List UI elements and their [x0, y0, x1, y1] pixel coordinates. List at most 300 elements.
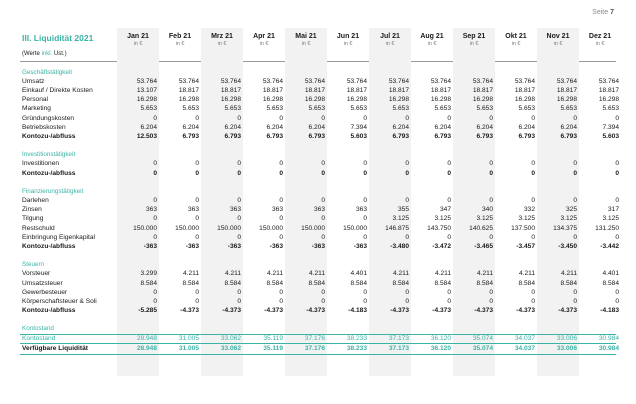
row-value: 0: [321, 114, 325, 122]
table-row: [20, 269, 619, 278]
row-value: 3.125: [434, 215, 451, 223]
row-value: 0: [195, 197, 199, 205]
row-value: 4.211: [266, 270, 283, 278]
row-value: 8.584: [476, 279, 493, 287]
row-value: 36.120: [430, 345, 451, 353]
row-label: Gewerbesteuer: [22, 288, 68, 296]
row-value: 6.793: [476, 132, 493, 140]
row-value: 0: [405, 114, 409, 122]
row-value: 0: [615, 233, 619, 241]
row-label: Kontozu-/abfluss: [22, 132, 76, 140]
row-value: 5.653: [266, 105, 283, 113]
row-label: Restschuld: [22, 224, 55, 232]
row-value: 53.764: [304, 78, 325, 86]
row-value: -4.373: [432, 306, 451, 314]
row-value: 0: [237, 197, 241, 205]
row-value: 4.211: [518, 270, 535, 278]
row-label: Kontostand: [22, 325, 54, 333]
row-value: 53.764: [472, 78, 493, 86]
row-value: -4.373: [222, 306, 241, 314]
row-value: 30.984: [598, 334, 619, 342]
row-value: -363: [353, 242, 367, 250]
row-value: -363: [185, 242, 199, 250]
row-value: 4.211: [224, 270, 241, 278]
row-value: 0: [573, 233, 577, 241]
row-value: 8.584: [602, 279, 619, 287]
row-value: 0: [363, 197, 367, 205]
row-label: Tilgung: [22, 215, 44, 223]
row-value: 363: [313, 206, 325, 214]
row-value: 355: [397, 206, 409, 214]
month-name: Jul 21: [380, 33, 400, 40]
row-value: 33.006: [556, 334, 577, 342]
row-value: 0: [237, 114, 241, 122]
row-value: 0: [531, 297, 535, 305]
page-label: Seite: [592, 9, 609, 16]
row-value: 0: [531, 197, 535, 205]
row-value: 5.653: [434, 105, 451, 113]
row-value: 33.062: [220, 334, 241, 342]
row-value: 0: [447, 288, 451, 296]
row-value: 0: [447, 114, 451, 122]
row-value: 16.298: [514, 96, 535, 104]
row-value: 8.584: [224, 279, 241, 287]
row-value: 0: [279, 160, 283, 168]
row-value: 53.764: [514, 78, 535, 86]
table-row: [20, 334, 619, 343]
row-value: 0: [321, 215, 325, 223]
row-value: 317: [607, 206, 619, 214]
total-row: [20, 242, 619, 251]
row-label: Steuern: [22, 261, 45, 269]
row-value: -3.465: [474, 242, 493, 250]
row-value: 18.817: [262, 87, 283, 95]
row-value: 16.298: [262, 96, 283, 104]
row-value: 0: [321, 233, 325, 241]
row-value: 16.298: [388, 96, 409, 104]
row-value: 340: [481, 206, 493, 214]
month-name: Jun 21: [336, 33, 360, 40]
row-value: 18.817: [598, 87, 619, 95]
row-value: 0: [489, 197, 493, 205]
table-row: [20, 297, 619, 306]
row-value: 18.817: [346, 87, 367, 95]
month-header: [285, 33, 327, 48]
row-value: 137.500: [511, 224, 535, 232]
total-row: [20, 132, 619, 141]
row-label: Gründungskosten: [22, 114, 75, 122]
row-value: 3.125: [392, 215, 409, 223]
row-value: 3.125: [560, 215, 577, 223]
row-label: Investitionstätigkeit: [22, 151, 76, 159]
row-value: 0: [405, 297, 409, 305]
row-value: 5.603: [350, 132, 367, 140]
row-value: 0: [153, 233, 157, 241]
row-label: Marketing: [22, 105, 51, 113]
row-value: 0: [153, 160, 157, 168]
row-value: 332: [523, 206, 535, 214]
row-value: 134.375: [553, 224, 577, 232]
month-unit: in €: [553, 41, 563, 47]
row-value: 0: [153, 297, 157, 305]
row-value: 8.584: [560, 279, 577, 287]
row-value: 53.764: [220, 78, 241, 86]
row-value: 325: [565, 206, 577, 214]
row-value: 0: [279, 114, 283, 122]
row-value: -4.373: [264, 306, 283, 314]
month-unit: in €: [511, 41, 521, 47]
row-value: 36.120: [430, 334, 451, 342]
row-value: 3.299: [140, 270, 157, 278]
table-row: [20, 214, 619, 223]
row-value: 140.625: [469, 224, 493, 232]
row-label: Zinsen: [22, 206, 42, 214]
row-value: -363: [227, 242, 241, 250]
row-value: 6.204: [518, 123, 535, 131]
section-heading: [20, 150, 616, 159]
month-header: [411, 33, 453, 48]
month-name: Jan 21: [127, 33, 149, 40]
row-value: 53.764: [262, 78, 283, 86]
row-value: 0: [531, 114, 535, 122]
row-label: Kontozu-/abfluss: [22, 169, 76, 177]
row-value: 6.793: [266, 132, 283, 140]
row-value: 0: [279, 215, 283, 223]
row-value: -3.472: [432, 242, 451, 250]
row-value: 5.653: [602, 105, 619, 113]
section-heading: [20, 324, 616, 333]
row-value: 5.653: [392, 105, 409, 113]
month-name: Apr 21: [253, 33, 275, 40]
row-value: 0: [573, 197, 577, 205]
month-unit: in €: [385, 41, 395, 47]
row-value: 16.298: [220, 96, 241, 104]
month-name: Aug 21: [420, 33, 444, 40]
row-value: 8.584: [140, 279, 157, 287]
row-value: 0: [615, 288, 619, 296]
month-unit: in €: [427, 41, 437, 47]
month-header: [453, 33, 495, 48]
month-name: Feb 21: [168, 33, 192, 40]
month-unit: in €: [595, 41, 605, 47]
row-value: 0: [531, 233, 535, 241]
table-row: [20, 159, 619, 168]
row-value: 0: [363, 297, 367, 305]
row-value: 53.764: [178, 78, 199, 86]
row-value: 0: [489, 233, 493, 241]
row-value: 0: [489, 114, 493, 122]
row-value: 6.204: [434, 123, 451, 131]
row-value: -3.457: [516, 242, 535, 250]
row-value: 0: [153, 114, 157, 122]
row-value: 0: [363, 169, 367, 177]
row-value: 8.584: [182, 279, 199, 287]
row-value: 18.817: [430, 87, 451, 95]
row-value: -4.373: [474, 306, 493, 314]
row-value: 0: [195, 297, 199, 305]
row-value: 35.074: [472, 345, 493, 353]
row-label: Kontozu-/abfluss: [22, 306, 76, 314]
table-row: [20, 344, 619, 353]
row-value: 0: [405, 288, 409, 296]
row-value: 16.298: [598, 96, 619, 104]
row-value: 5.603: [602, 132, 619, 140]
row-value: 0: [237, 160, 241, 168]
row-value: -4.183: [600, 306, 619, 314]
row-value: 8.584: [434, 279, 451, 287]
row-value: 6.204: [308, 123, 325, 131]
row-value: 0: [531, 169, 535, 177]
row-value: 5.653: [224, 105, 241, 113]
month-name: Sep 21: [462, 33, 486, 40]
row-value: 150.000: [217, 224, 241, 232]
month-unit: in €: [343, 41, 353, 47]
row-value: 6.793: [392, 132, 409, 140]
row-value: 5.653: [476, 105, 493, 113]
row-value: -3.450: [558, 242, 577, 250]
row-value: 0: [615, 160, 619, 168]
table-row: [20, 114, 619, 123]
month-name: Nov 21: [546, 33, 570, 40]
row-value: 0: [447, 169, 451, 177]
row-value: 8.584: [392, 279, 409, 287]
row-value: -5.285: [138, 306, 157, 314]
row-value: 0: [321, 160, 325, 168]
row-label: Investitionen: [22, 160, 60, 168]
row-value: 4.211: [392, 270, 409, 278]
values-note-suffix: Ust.): [52, 51, 67, 57]
row-value: 0: [237, 288, 241, 296]
row-value: 0: [153, 169, 157, 177]
month-header: [243, 33, 285, 48]
row-value: 150.000: [175, 224, 199, 232]
row-value: 0: [195, 233, 199, 241]
row-value: 18.817: [388, 87, 409, 95]
row-value: 0: [321, 197, 325, 205]
row-value: 150.000: [259, 224, 283, 232]
row-value: 0: [195, 160, 199, 168]
row-value: 53.764: [556, 78, 577, 86]
row-label: Betriebskosten: [22, 123, 66, 131]
row-value: 0: [363, 114, 367, 122]
month-header: [369, 33, 411, 48]
row-value: 8.584: [350, 279, 367, 287]
row-value: 0: [279, 297, 283, 305]
row-value: 0: [531, 288, 535, 296]
row-value: 16.298: [346, 96, 367, 104]
row-value: 0: [573, 288, 577, 296]
row-value: 0: [237, 169, 241, 177]
row-value: 0: [615, 297, 619, 305]
row-value: 16.298: [430, 96, 451, 104]
page-number: [592, 9, 614, 16]
row-value: 16.298: [304, 96, 325, 104]
month-header: [579, 33, 621, 48]
section-heading: [20, 187, 616, 196]
month-header: [327, 33, 369, 48]
row-value: 34.037: [514, 345, 535, 353]
row-value: 0: [279, 169, 283, 177]
month-unit: in €: [259, 41, 269, 47]
row-value: 0: [405, 233, 409, 241]
row-value: 37.176: [304, 334, 325, 342]
row-value: 0: [447, 233, 451, 241]
row-value: 363: [145, 206, 157, 214]
total-row: [20, 306, 619, 315]
row-label: Darlehen: [22, 197, 49, 205]
row-value: 0: [153, 197, 157, 205]
row-value: 0: [237, 215, 241, 223]
row-value: 0: [489, 160, 493, 168]
row-label: Umsatzsteuer: [22, 279, 63, 287]
row-value: 3.125: [602, 215, 619, 223]
row-value: 6.793: [518, 132, 535, 140]
table-bottom-rule: [20, 354, 616, 355]
row-value: 16.298: [472, 96, 493, 104]
row-value: 0: [531, 160, 535, 168]
month-header: [117, 33, 159, 48]
row-value: 6.204: [476, 123, 493, 131]
row-value: 4.401: [350, 270, 367, 278]
row-value: 0: [363, 288, 367, 296]
row-value: 0: [405, 197, 409, 205]
row-value: -3.442: [600, 242, 619, 250]
row-value: 6.204: [560, 123, 577, 131]
row-value: 0: [573, 114, 577, 122]
row-label: Vorsteuer: [22, 270, 51, 278]
row-value: 4.211: [434, 270, 451, 278]
row-label: Personal: [22, 96, 49, 104]
month-unit: in €: [301, 41, 311, 47]
row-value: 363: [229, 206, 241, 214]
values-note-prefix: (Werte: [22, 51, 42, 57]
row-value: 31.005: [178, 345, 199, 353]
row-value: 0: [237, 297, 241, 305]
row-value: 13.107: [136, 87, 157, 95]
row-value: 0: [195, 215, 199, 223]
table-row: [20, 123, 619, 132]
row-value: 35.074: [472, 334, 493, 342]
row-value: -4.373: [306, 306, 325, 314]
row-value: 0: [363, 160, 367, 168]
table-row: [20, 288, 619, 297]
row-label: Einbringung Eigenkapital: [22, 233, 95, 241]
row-value: 0: [195, 288, 199, 296]
row-value: 16.298: [136, 96, 157, 104]
row-value: 146.875: [385, 224, 409, 232]
page-number-value: 7: [610, 9, 614, 16]
row-value: 363: [187, 206, 199, 214]
row-value: 53.764: [598, 78, 619, 86]
table-row: [20, 77, 619, 86]
row-value: -363: [311, 242, 325, 250]
row-value: -4.373: [180, 306, 199, 314]
row-value: 8.584: [266, 279, 283, 287]
month-name: Okt 21: [505, 33, 527, 40]
month-header: [537, 33, 579, 48]
row-value: 0: [279, 288, 283, 296]
row-value: 53.764: [388, 78, 409, 86]
row-value: 6.793: [560, 132, 577, 140]
row-value: 37.173: [388, 334, 409, 342]
table-row: [20, 279, 619, 288]
row-value: 6.204: [224, 123, 241, 131]
row-value: 0: [237, 233, 241, 241]
month-unit: in €: [133, 41, 143, 47]
month-unit: in €: [217, 41, 227, 47]
row-value: 6.793: [182, 132, 199, 140]
row-value: 131.250: [595, 224, 619, 232]
row-label: Körperschaftsteuer & Soli: [22, 297, 97, 305]
row-value: 28.948: [136, 334, 157, 342]
row-value: 0: [363, 215, 367, 223]
row-value: 5.653: [182, 105, 199, 113]
row-value: 18.817: [556, 87, 577, 95]
row-value: 30.984: [598, 345, 619, 353]
month-header: [201, 33, 243, 48]
total-row: [20, 169, 619, 178]
row-value: 38.233: [346, 334, 367, 342]
row-value: 0: [279, 197, 283, 205]
row-value: 53.764: [430, 78, 451, 86]
row-value: -4.183: [348, 306, 367, 314]
month-name: Mrz 21: [211, 33, 233, 40]
row-value: 0: [573, 160, 577, 168]
row-label: Einkauf / Direkte Kosten: [22, 87, 93, 95]
row-value: 6.793: [434, 132, 451, 140]
row-value: 0: [153, 288, 157, 296]
row-value: 5.653: [350, 105, 367, 113]
month-name: Mai 21: [295, 33, 317, 40]
row-value: 18.817: [514, 87, 535, 95]
row-value: 3.125: [518, 215, 535, 223]
row-value: 18.817: [472, 87, 493, 95]
row-value: -363: [143, 242, 157, 250]
row-value: 12.503: [136, 132, 157, 140]
table-row: [20, 95, 619, 104]
row-value: 34.037: [514, 334, 535, 342]
row-value: 35.119: [263, 334, 283, 342]
row-value: 0: [447, 297, 451, 305]
row-value: 7.394: [602, 123, 619, 131]
row-value: 53.764: [346, 78, 367, 86]
table-row: [20, 104, 619, 113]
row-value: 363: [271, 206, 283, 214]
row-value: 6.793: [308, 132, 325, 140]
row-value: 5.653: [308, 105, 325, 113]
row-value: 5.653: [518, 105, 535, 113]
row-value: 33.006: [556, 345, 577, 353]
row-value: 0: [405, 169, 409, 177]
page-title: III. Liquidität 2021: [22, 33, 94, 43]
row-value: 37.176: [304, 345, 325, 353]
row-value: 6.204: [392, 123, 409, 131]
row-value: 0: [279, 233, 283, 241]
row-value: 0: [321, 297, 325, 305]
row-value: 37.173: [388, 345, 409, 353]
month-name: Dez 21: [588, 33, 612, 40]
row-value: 0: [153, 215, 157, 223]
row-value: 0: [321, 288, 325, 296]
row-label: Umsatz: [22, 78, 45, 86]
row-value: 7.394: [350, 123, 367, 131]
row-value: 18.817: [220, 87, 241, 95]
row-label: Verfügbare Liquidität: [22, 345, 88, 353]
row-label: Kontostand: [22, 334, 56, 342]
month-header: [495, 33, 537, 48]
section-heading: [20, 260, 616, 269]
table-row: [20, 86, 619, 95]
